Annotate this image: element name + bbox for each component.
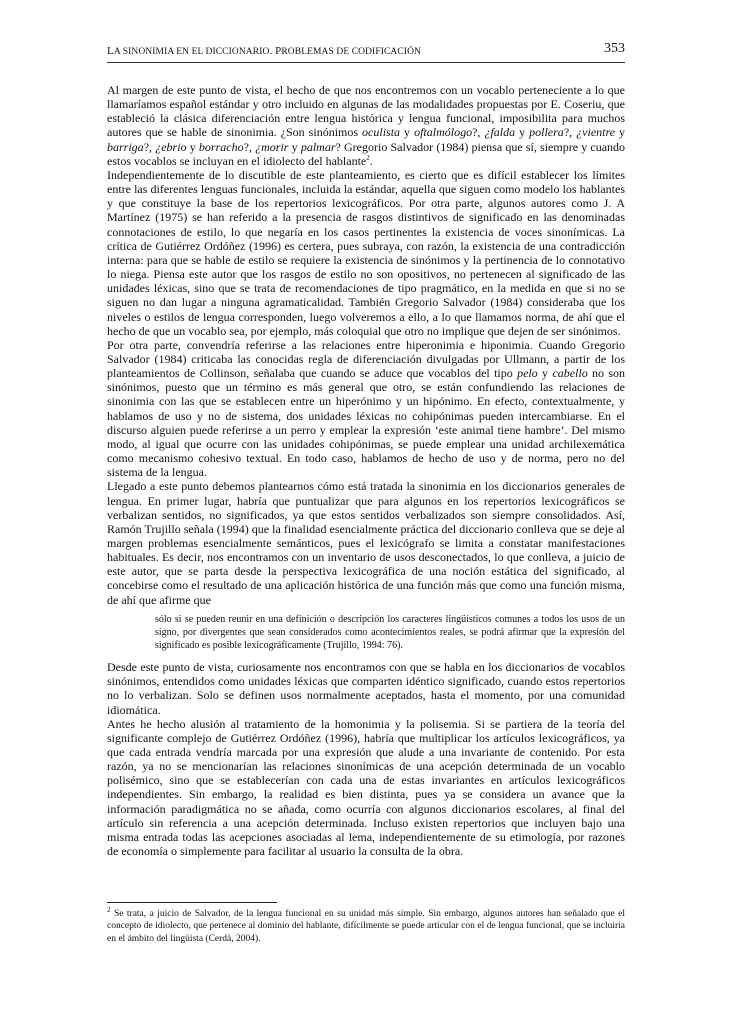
running-head-part-2: ROBLEMAS DE CODIFICACIÓN [281, 47, 421, 57]
running-head-initial-l: L [107, 45, 114, 57]
running-head-part-1: A SINONIMIA EN EL DICCIONARIO [113, 47, 270, 57]
footnote-text: Se trata, a juicio de Salvador, de la lengua funcional en su unidad más simple. Sin embargo, algunos autores han señalado que el concepto de idiolecto, que pertenece al dominio del hablante, difícilmente se puede articular con el de lengua funcional, que se incluiría en el ámbito del lingüista (Cerdá, 2004). [107, 909, 625, 944]
body-text [107, 83, 625, 858]
paragraph-2: Independientemente de lo discutible de este planteamiento, es cierto que es difícil establecer los límites entre las diferentes lenguas funcionales, incluida la estándar, aquella que siguen como modelo los hablantes y que constituye la base de los repertorios lexicográficos. Por otra parte, algunos autores como J. A Martínez (1975) se han referido a la presencia de rasgos distintivos de significado en las denominadas connotaciones de estilo, lo que negaría en los casos pertinentes la existencia de voces sinonímicas. La crítica de Gutiérrez Ordóñez (1996) es certera, pues subraya, con razón, la existencia de una contradicción interna: para que se hable de estilo se requiere la existencia de sinónimos y la pertinencia de lo connotativo lo niega. Piensa este autor que los rasgos de estilo no son opositivos, no pertenecen al significado de las unidades léxicas, sino que se trata de recomendaciones de tipo pragmático, en la medida en que si no se siguen no dan lugar a ninguna agramaticalidad. También Gregorio Salvador (1984) consideraba que los niveles o estilos de lengua corresponden, luego volveremos a ello, a lo que llamamos norma, de ahí que el hecho de que un vocablo sea, por ejemplo, más coloquial que otro no implique que dejen de ser sinónimos. [107, 167, 625, 338]
paragraph-5: Desde este punto de vista, curiosamente nos encontramos con que se habla en los diccionarios de vocablos sinónimos, entendidos como unidades léxicas que comparten idéntico significado, cuando estos repertorios no lo verbalizan. Solo se definen usos normalmente aceptados, hasta el momento, por una comunidad idiomática. [107, 660, 625, 717]
footnote [107, 905, 625, 945]
footnote-reference[interactable]: 2 [366, 153, 370, 162]
footnote-divider [107, 902, 277, 903]
paragraph-1: Al margen de este punto de vista, el hecho de que nos encontremos con un vocablo perteneciente a lo que llamaríamos español estándar y otro incluido en algunas de las modalidades propuestas por E. Coseriu, que estableció la clásica diferenciación entre lengua histórica y lengua funcional, imposibilita para muchos autores que se hable de sinonimia. ¿Son sinónimos oculista y oftalmólogo?, ¿falda y pollera?, ¿vientre y barriga?, ¿ebrio y borracho?, ¿morir y palmar? Gregorio Salvador (1984) piensa que sí, siempre y cuando estos vocablos se incluyan en el idiolecto del hablante$^2$. [107, 83, 626, 168]
paragraph-3: Por otra parte, convendría referirse a las relaciones entre hiperonimia e hiponimia. Cuando Gregorio Salvador (1984) criticaba las conocidas regla de diferenciación divulgadas por Ullmann, a partir de los planteamientos de Collinson, señalaba que cuando se aduce que vocablos del tipo pelo y cabello no son sinónimos, puesto que un término es más general que otro, se están confundiendo las relaciones de sinonimia con las que se establecen entre un hiperónimo y un hipónimo. En efecto, contextualmente, y hablamos de uso y no de sistema, dos unidades léxicas no cohipónimas pueden intercambiarse. En el discurso alguien puede referirse a un perro y emplear la expresión ‘este animal tiene hambre’. Del mismo modo, al igual que ocurre con las unidades cohipónimas, se puede emplear una unidad archilexemática como mecanismo cohesivo textual. En todo caso, hablamos de hecho de uso y de norma, pero no del sistema de la lengua. [107, 337, 626, 480]
running-head-initial-p: . P [269, 45, 282, 57]
running-header [107, 42, 625, 63]
running-head-title [107, 45, 421, 57]
paragraph-4: Llegado a este punto debemos plantearnos cómo está tratada la sinonimia en los diccionarios generales de lengua. En primer lugar, habría que puntualizar que para algunos en los repertorios lexicográficos se verbalizan sentidos, no significados, ya que estos sentidos verbalizados son siempre consolidados. Así, Ramón Trujillo señala (1994) que la finalidad esencialmente práctica del diccionario conlleva que se deje al margen problemas esencialmente semánticos, pues el lexicógrafo se limita a constatar manifestaciones habituales. Es decir, nos encontramos con un inventario de usos desconectados, lo que conlleva, a juicio de este autor, que se parta desde la perspectiva lexicográfica de una noción estática del significado, al concebirse como el resultado de una aplicación histórica de una función más que como una función misma, de ahí que afirme que [107, 479, 625, 607]
page-number: 353 [604, 41, 625, 56]
paragraph-6: Antes he hecho alusión al tratamiento de la homonimia y la polisemia. Si se partiera de la teoría del significante complejo de Gutiérrez Ordóñez (1996), habría que multiplicar los artículos lexicográficos, ya que cada entrada vendría marcada por una expresión que alude a una invariante de contenido. Por esta razón, ya no se mencionarían las relaciones sinonímicas de una acepción determinada de un vocablo polisémico, sino que se establecerían con cada una de estas invariantes en artículos lexicográficos independientes. Sin embargo, la realidad es bien distinta, pues ya se considera un avance que la información paradigmática no se añada, como ocurría con algunos diccionarios escolares, al final del artículo sin referencia a una acepción determinada. Incluso existen repertorios que incluyen bajo una misma entrada todas las acepciones asociadas al lema, independientemente de su etimología, por razones de economía o simplemente para facilitar al usuario la consulta de la obra. [107, 716, 625, 859]
footnote-mark: 2 [107, 905, 111, 914]
block-quote: sólo si se pueden reunir en una definición o descripción los caracteres lingüísticos comunes a todos los usos de un signo, por divergentes que sean considerados como acontecimientos reales, se podrá afirmar que la expresión del significado es posible lexicográficamente (Trujillo, 1994: 76). [155, 613, 625, 651]
